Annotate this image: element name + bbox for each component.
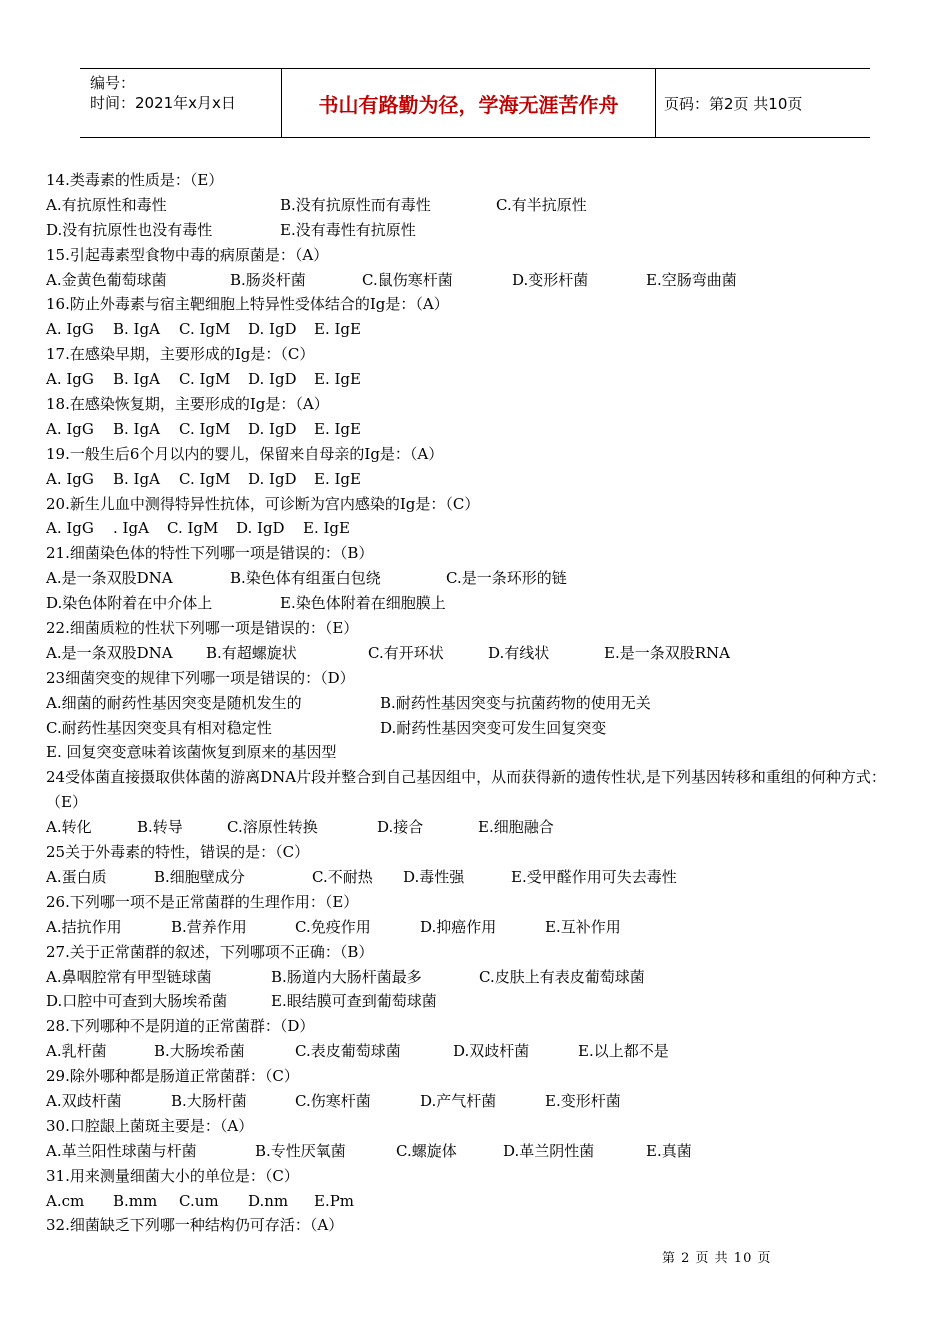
options-row bbox=[46, 467, 908, 492]
answer-option: B. IgA bbox=[113, 419, 160, 438]
answer-option: C.有开环状 bbox=[368, 643, 444, 662]
document-date-label: 时间：2021年x月x日 bbox=[90, 94, 236, 112]
options-row bbox=[46, 417, 908, 442]
page-footer: 第 2 页 共 10 页 bbox=[662, 1251, 772, 1266]
answer-option: D.产气杆菌 bbox=[420, 1091, 497, 1110]
answer-option: B. IgA bbox=[113, 370, 160, 389]
header-page-label: 页码：第2页 共10页 bbox=[664, 94, 803, 113]
answer-option: E.受甲醛作用可失去毒性 bbox=[511, 867, 677, 886]
answer-option: A.蛋白质 bbox=[46, 867, 107, 886]
answer-option: A.双歧杆菌 bbox=[46, 1091, 122, 1110]
answer-option: D.双歧杆菌 bbox=[453, 1042, 530, 1061]
answer-option: D.没有抗原性也没有毒性 bbox=[46, 220, 213, 239]
document-number-label: 编号： bbox=[90, 74, 136, 92]
question-text: 21.细菌染色体的特性下列哪一项是错误的：（B） bbox=[46, 544, 374, 563]
answer-option: B.肠炎杆菌 bbox=[230, 270, 306, 289]
answer-option: D.耐药性基因突变可发生回复突变 bbox=[380, 718, 607, 737]
header-meta bbox=[80, 69, 282, 137]
answer-option: C. IgM bbox=[167, 519, 219, 538]
question-text: 14.类毒素的性质是：（E） bbox=[46, 171, 224, 189]
options-row bbox=[46, 641, 908, 666]
options-row bbox=[46, 965, 908, 990]
answer-option: A.有抗原性和毒性 bbox=[46, 195, 167, 214]
answer-option: A. IgG bbox=[46, 519, 94, 538]
answer-option: E. IgE bbox=[303, 519, 350, 538]
question-text: 26.下列哪一项不是正常菌群的生理作用：（E） bbox=[46, 892, 359, 911]
answer-option: A.乳杆菌 bbox=[46, 1042, 107, 1061]
answer-option: B.大肠杆菌 bbox=[171, 1091, 247, 1110]
answer-option: B.没有抗原性而有毒性 bbox=[280, 195, 431, 214]
answer-option: D.毒性强 bbox=[403, 867, 465, 886]
answer-option: B.染色体有组蛋白包绕 bbox=[230, 569, 381, 588]
options-row bbox=[46, 566, 908, 591]
options-row bbox=[46, 716, 908, 741]
answer-option: B.专性厌氧菌 bbox=[255, 1141, 346, 1160]
answer-option: C.表皮葡萄球菌 bbox=[295, 1042, 401, 1061]
answer-option: A. IgG bbox=[46, 419, 94, 438]
answer-option: D. IgD bbox=[248, 370, 297, 389]
options-row bbox=[46, 989, 908, 1014]
answer-option: E.变形杆菌 bbox=[545, 1091, 621, 1110]
answer-option: D.革兰阴性菌 bbox=[503, 1141, 595, 1160]
answer-option: B. IgA bbox=[113, 469, 160, 488]
question-text: 29.除外哪种都是肠道正常菌群：（C） bbox=[46, 1067, 299, 1086]
answer-option: C. IgM bbox=[179, 469, 231, 488]
answer-option: D.有线状 bbox=[488, 643, 550, 662]
question-list bbox=[46, 168, 908, 1238]
answer-option: B.细胞壁成分 bbox=[154, 867, 245, 886]
answer-option: E.Pm bbox=[314, 1191, 355, 1210]
answer-option: A. IgG bbox=[46, 469, 94, 488]
document-header bbox=[80, 68, 870, 138]
question-text: 32.细菌缺乏下列哪一种结构仍可存活：（A） bbox=[46, 1216, 344, 1235]
options-row bbox=[46, 865, 908, 890]
question-text: 23细菌突变的规律下列哪一项是错误的：（D） bbox=[46, 668, 355, 687]
answer-option: C.皮肤上有表皮葡萄球菌 bbox=[479, 967, 645, 986]
answer-option: C. IgM bbox=[179, 370, 231, 389]
answer-option: E. IgE bbox=[314, 320, 361, 339]
answer-option: A.细菌的耐药性基因突变是随机发生的 bbox=[46, 693, 302, 712]
answer-option: D. IgD bbox=[236, 519, 285, 538]
answer-option: E. IgE bbox=[314, 469, 361, 488]
answer-option: E. IgE bbox=[314, 370, 361, 389]
answer-option: D. IgD bbox=[248, 469, 297, 488]
answer-option: C.溶原性转换 bbox=[227, 818, 318, 837]
options-row bbox=[46, 218, 908, 243]
answer-option: E.以上都不是 bbox=[578, 1042, 669, 1061]
answer-option: D.口腔中可查到大肠埃希菌 bbox=[46, 992, 228, 1011]
answer-option: A.金黄色葡萄球菌 bbox=[46, 270, 167, 289]
answer-option: C.伤寒杆菌 bbox=[295, 1091, 371, 1110]
answer-option: B. IgA bbox=[113, 320, 160, 339]
options-row bbox=[46, 367, 908, 392]
answer-option: C.螺旋体 bbox=[396, 1141, 457, 1160]
options-row bbox=[46, 317, 908, 342]
answer-option: E. 回复突变意味着该菌恢复到原来的基因型 bbox=[46, 743, 337, 762]
answer-option: B.肠道内大肠杆菌最多 bbox=[271, 967, 422, 986]
answer-option: A.是一条双股DNA bbox=[46, 569, 173, 588]
answer-option: C. IgM bbox=[179, 419, 231, 438]
answer-option: D.抑癌作用 bbox=[420, 917, 497, 936]
options-row bbox=[46, 268, 908, 293]
options-row bbox=[46, 193, 908, 218]
answer-option: . IgA bbox=[113, 519, 149, 538]
question-text: 28.下列哪种不是阴道的正常菌群：（D） bbox=[46, 1017, 315, 1036]
answer-option: A. IgG bbox=[46, 370, 94, 389]
options-row bbox=[46, 915, 908, 940]
question-text: 18.在感染恢复期，主要形成的Ig是：（A） bbox=[46, 395, 329, 414]
header-motto: 书山有路勤为径，学海无涯苦作舟 bbox=[282, 69, 656, 137]
answer-option: A.cm bbox=[46, 1191, 85, 1210]
answer-option: C.免疫作用 bbox=[295, 917, 371, 936]
answer-option: C.不耐热 bbox=[312, 867, 373, 886]
question-text: 24受体菌直接摄取供体菌的游离DNA片段并整合到自己基因组中，从而获得新的遗传性状,是下列基因转移和重组的何种方式：（E） bbox=[46, 768, 886, 812]
question-text: 17.在感染早期，主要形成的Ig是：（C） bbox=[46, 345, 315, 364]
answer-option: C. IgM bbox=[179, 320, 231, 339]
answer-option: C.耐药性基因突变具有相对稳定性 bbox=[46, 718, 272, 737]
answer-option: A.革兰阳性球菌与杆菌 bbox=[46, 1141, 197, 1160]
options-row bbox=[46, 591, 908, 616]
answer-option: D. IgD bbox=[248, 320, 297, 339]
answer-option: E.细胞融合 bbox=[478, 818, 554, 837]
answer-option: E.空肠弯曲菌 bbox=[646, 270, 737, 289]
answer-option: D.nm bbox=[248, 1191, 289, 1210]
question-text: 22.细菌质粒的性状下列哪一项是错误的：（E） bbox=[46, 619, 359, 638]
options-row bbox=[46, 691, 908, 716]
answer-option: B.mm bbox=[113, 1191, 158, 1210]
options-row bbox=[46, 1089, 908, 1114]
question-text: 25关于外毒素的特性，错误的是：（C） bbox=[46, 843, 310, 862]
answer-option: D.接合 bbox=[377, 818, 424, 837]
options-row bbox=[46, 516, 908, 541]
answer-option: A.转化 bbox=[46, 818, 92, 837]
options-row bbox=[46, 1189, 908, 1214]
answer-option: A.是一条双股DNA bbox=[46, 643, 173, 662]
answer-option: D. IgD bbox=[248, 419, 297, 438]
question-text: 15.引起毒素型食物中毒的病原菌是：（A） bbox=[46, 245, 329, 264]
answer-option: E.没有毒性有抗原性 bbox=[280, 220, 416, 239]
options-row bbox=[46, 1039, 908, 1064]
answer-option: D.染色体附着在中介体上 bbox=[46, 594, 213, 613]
answer-option: C.鼠伤寒杆菌 bbox=[362, 270, 453, 289]
answer-option: A.拮抗作用 bbox=[46, 917, 122, 936]
question-text: 19.一般生后6个月以内的婴儿，保留来自母亲的Ig是：（A） bbox=[46, 444, 444, 463]
answer-option: D.变形杆菌 bbox=[512, 270, 589, 289]
answer-option: B.有超螺旋状 bbox=[206, 643, 297, 662]
options-row bbox=[46, 740, 908, 765]
answer-option: C.是一条环形的链 bbox=[446, 569, 567, 588]
question-text: 20.新生儿血中测得特异性抗体，可诊断为宫内感染的Ig是：（C） bbox=[46, 494, 480, 513]
answer-option: A. IgG bbox=[46, 320, 94, 339]
question-text: 31.用来测量细菌大小的单位是：（C） bbox=[46, 1166, 299, 1185]
answer-option: E. IgE bbox=[314, 419, 361, 438]
answer-option: C.um bbox=[179, 1191, 219, 1210]
question-text: 30.口腔龈上菌斑主要是：（A） bbox=[46, 1116, 254, 1135]
options-row bbox=[46, 1139, 908, 1164]
answer-option: B.营养作用 bbox=[171, 917, 247, 936]
options-row bbox=[46, 815, 908, 840]
answer-option: C.有半抗原性 bbox=[496, 195, 587, 214]
answer-option: E.互补作用 bbox=[545, 917, 621, 936]
answer-option: E.染色体附着在细胞膜上 bbox=[280, 594, 446, 613]
answer-option: E.眼结膜可查到葡萄球菌 bbox=[271, 992, 437, 1011]
answer-option: B.大肠埃希菌 bbox=[154, 1042, 245, 1061]
question-text: 16.防止外毒素与宿主靶细胞上特异性受体结合的Ig是：（A） bbox=[46, 295, 449, 314]
question-text: 27.关于正常菌群的叙述，下列哪项不正确：（B） bbox=[46, 942, 374, 961]
answer-option: A.鼻咽腔常有甲型链球菌 bbox=[46, 967, 212, 986]
answer-option: E.真菌 bbox=[646, 1141, 692, 1160]
answer-option: B.转导 bbox=[137, 818, 183, 837]
answer-option: E.是一条双股RNA bbox=[604, 643, 730, 662]
answer-option: B.耐药性基因突变与抗菌药物的使用无关 bbox=[380, 693, 651, 712]
